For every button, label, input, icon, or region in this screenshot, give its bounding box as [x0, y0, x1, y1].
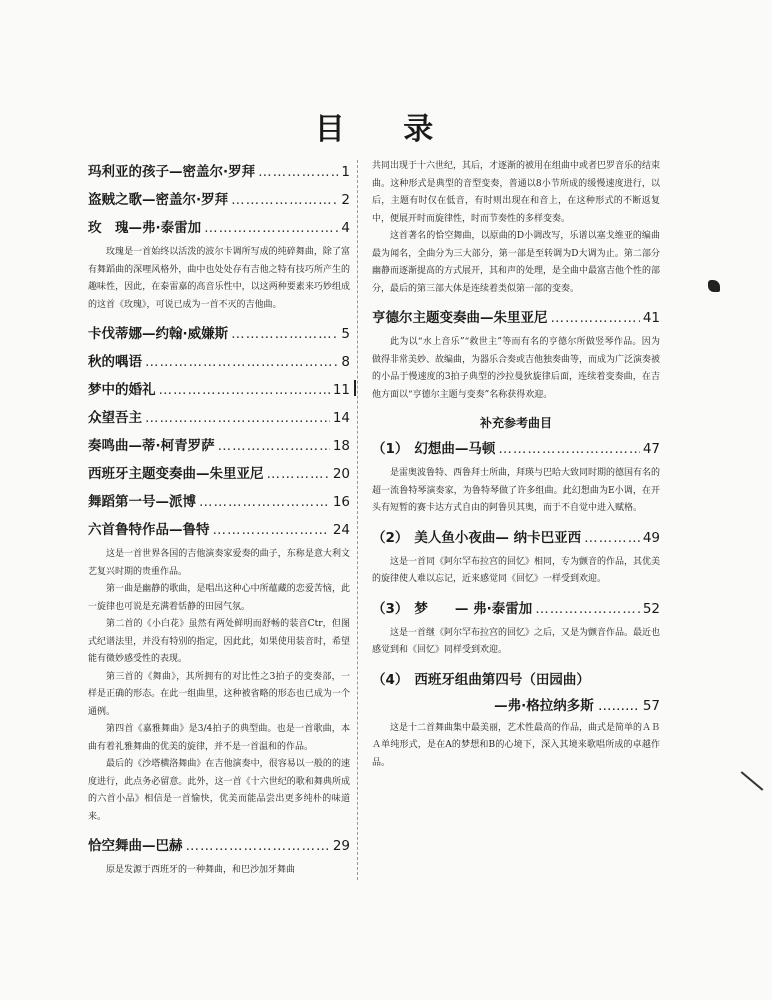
toc-entry[interactable]: 西班牙主题变奏曲—朱里亚尼 ……………………………………………………………………………… 20	[88, 460, 350, 488]
supplement-heading: 补充参考曲目	[479, 416, 552, 430]
margin-mark	[354, 380, 356, 396]
toc-entry[interactable]: 六首鲁特作品—鲁特 ……………………………………………………………………………… 24	[88, 516, 350, 544]
entry-description: 玫瑰是一首始终以活泼的波尔卡调所写成的纯碎舞曲，除了富有舞蹈曲的深哩风格外，曲中也处处存有吉他之特有技巧所产生的趣味性，因此，在泰雷嘉的高音乐性中，以这两种要素来巧妙组成的这首《玫瑰》，可说已成为一首不灭的吉他曲。	[88, 247, 350, 310]
toc-entry[interactable]: 玫 瑰—弗·泰雷加 ……………………………………………………………………………… 4	[88, 214, 350, 242]
toc-entry[interactable]: 玛利亚的孩子—密盖尔·罗拜 ……………………………………………………………………………… 1	[88, 158, 350, 186]
entry-description: 此为以“水上音乐”“救世主”等而有名的亨德尔所做竖琴作品。因为做得非常美妙、故编曲，为器乐合奏或吉他独奏曲等，而成为广泛演奏被的小品于慢速度的3拍子典型的沙拉曼狄旋律后面，连续着变奏曲，在吉他方面以“亨德尔主题与变奏”名称获得欢迎。	[372, 337, 661, 400]
toc-entry[interactable]: 秋的喁语 ……………………………………………………………………………… 8	[88, 348, 350, 376]
toc-entry[interactable]: 奏鸣曲—蒂·柯青罗萨 ……………………………………………………………………………… 18	[88, 432, 350, 460]
toc-entry[interactable]: 梦中的婚礼 ……………………………………………………………………………… 11	[88, 376, 350, 404]
toc-entry[interactable]: （4） 西班牙组曲第四号（田园曲）	[372, 671, 590, 688]
entry-description: 这是一首继《阿尔罕布拉宫的回忆》之后，又是为颤音作品。最近也感觉到和《回忆》同样受到欢迎。	[372, 627, 661, 655]
toc-entry[interactable]: 众望吾主 ……………………………………………………………………………… 14	[88, 404, 350, 432]
entry-description: 这是一首同《阿尔罕布拉宫的回忆》相同，专为颤音的作品，其优美的旋律使人难以忘记，近来感觉同《回忆》一样受到欢迎。	[372, 556, 661, 584]
page-title: 目 录	[314, 112, 458, 147]
toc-entry[interactable]: （1） 幻想曲—马顿 ……………………………………………………………………………… 47	[372, 435, 660, 463]
entry-description: 这是一首世界各国的吉他演奏家爱奏的曲子，东称是意大利文艺复兴时期的贵重作品。 第一曲是幽静的歌曲，是唱出这种心中所蕴藏的恋爱苦恼，此一旋律也可说是充满着恬静的田园气氛。 第二首的《小白花》虽然有两处鲜明而舒畅的装音Ctr，但图式纪谱法里，并没有特别的指定，因此此，如果使用装音时，希望能有微妙感受性的表现。 第三首的《舞曲》，其所拥有的对比性之3拍子的变奏部，一样是正确的形态。在此一组曲里，这种被省略的形态也已成为一个通例。 第四首《嘉雅舞曲》是3/4拍子的典型曲。也是一首歌曲，本曲有着礼雅舞曲的优美的旋律，并不是一首温和的作品。 最后的《沙塔横洛舞曲》在吉他演奏中，很容易以一般的的速度进行，此点务必留意。此外，这一首《十六世纪的歌和舞典所成的六首小品》相信是一首愉快，优美而能品尝出更多纯朴的味道来。	[88, 549, 350, 822]
toc-entry-subline[interactable]: —弗·格拉纳多斯 ……… 57	[494, 697, 660, 714]
left-column	[88, 158, 350, 886]
toc-entry[interactable]: 卡伐蒂娜—约翰·威嫌斯 ……………………………………………………………………………… 5	[88, 320, 350, 348]
entry-description: 是雷奥波鲁特、西鲁拜士所曲，拜瑛与巴哈大致同时期的德国有名的超一流鲁特琴演奏家，为鲁特琴做了许多组曲。此幻想曲为E小调，在开头有短暂的赛卡达方式自由的阿鲁贝其奥，而于不自觉中进入赋格。	[372, 468, 661, 513]
column-divider	[357, 160, 359, 880]
toc-entry[interactable]: （3） 梦 — 弗·泰雷加 ……………………………………………………………………………… 52	[372, 595, 660, 623]
toc-entry[interactable]: 恰空舞曲—巴赫 ……………………………………………………………………………… 29	[88, 832, 350, 860]
ink-stroke	[741, 771, 764, 791]
toc-entry[interactable]: 舞蹈第一号—派博 ……………………………………………………………………………… 16	[88, 488, 350, 516]
right-column	[372, 158, 660, 778]
ink-smudge	[708, 280, 720, 292]
toc-entry[interactable]: （2） 美人鱼小夜曲— 纳卡巴亚西 ……………………………………………………………………………… 49	[372, 524, 660, 552]
entry-description: 共同出现于十六世纪，其后，才逐渐的被用在组曲中或者巴罗音乐的结束曲。这种形式是典型的音型变奏，普通以8小节所成的缓慢速度进行，以后，主题有时仅在低音，有时则出现在和音上，在这种形式的不断返复中，便展开时而旋律性，时而节奏性的多样变奏。 这首著名的恰空舞曲，以原曲的D小调改写，乐谱以塞戈维亚的编曲最为闻名，全曲分为三大部分，第一部是至转调为D大调为止。第二部分幽静而逐渐提高的方式展开，其和声的处理，是全曲中最富吉他个性的部分，最后的第三部大体是连续着类似第一部的变奏。	[372, 161, 661, 294]
toc-entry[interactable]: 亨德尔主题变奏曲—朱里亚尼 ……………………………………………………………………………… 41	[372, 304, 660, 332]
entry-description: 原是发源于西班牙的一种舞曲，和巴沙加牙舞曲	[106, 865, 296, 875]
entry-description: 这是十二首舞曲集中最美丽，艺术性最高的作品，曲式是简单的ＡＢＡ单纯形式，是在A的梦想和B的心境下，深入其境来歌唱所成的卓越作品。	[372, 722, 661, 768]
toc-entry[interactable]: 盗贼之歌—密盖尔·罗拜 ……………………………………………………………………………… 2	[88, 186, 350, 214]
